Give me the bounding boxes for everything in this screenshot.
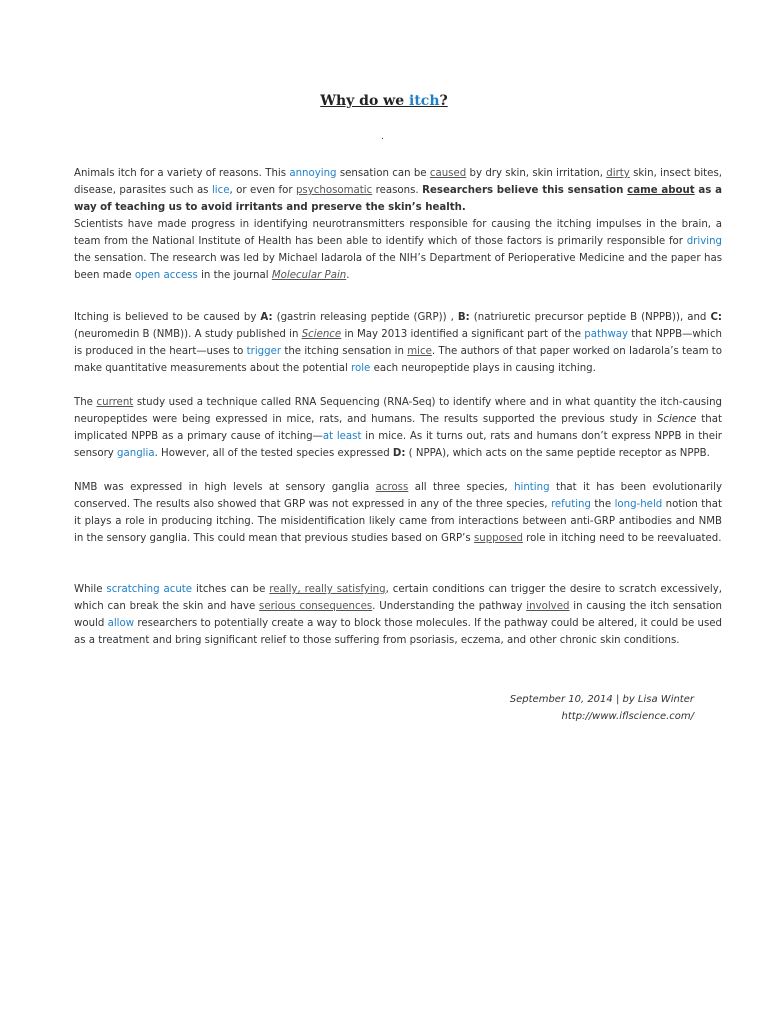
link-mice[interactable]: mice [407, 346, 432, 357]
link-role[interactable]: role [351, 363, 371, 374]
paragraph-intro: Animals itch for a variety of reasons. This annoying sensation can be caused by dry skin, skin irritation, dirty skin, insect bites, disease, parasites such as lice, or even for psychosomatic reasons. Researchers believe this sensation came about as a way of teaching us to avoid irritants and preserve the skin’s health. [74, 168, 722, 213]
link-long-held[interactable]: long-held [614, 499, 663, 510]
link-caused[interactable]: caused [429, 168, 467, 179]
link-acute[interactable]: acute [163, 584, 193, 595]
page-title [0, 93, 768, 109]
link-involved[interactable]: involved [526, 601, 570, 612]
link-molecular-pain[interactable]: Molecular Pain [271, 270, 347, 281]
link-psychosomatic[interactable]: psychosomatic [295, 185, 373, 196]
link-hinting[interactable]: hinting [514, 482, 550, 493]
link-really-satisfying[interactable]: really, really satisfying [269, 584, 386, 595]
link-serious-consequences[interactable]: serious consequences [259, 601, 373, 612]
source-url[interactable]: http://www.iflscience.com/ [561, 711, 694, 722]
paragraph-conclusion: While scratching acute itches can be really, really satisfying, certain conditions can trigger the desire to scratch excessively, which can break the skin and have serious consequences. Understanding the pathway involved in causing the itch sensation would allow researchers to potentially create a way to block those molecules. If the pathway could be altered, it could be used as a treatment and bring significant relief to those suffering from psoriasis, eczema, and other chronic skin conditions. [74, 584, 722, 646]
link-supposed[interactable]: supposed [473, 533, 523, 544]
link-came-about[interactable]: came about [627, 185, 695, 196]
paragraph-causes: Itching is believed to be caused by A: (gastrin releasing peptide (GRP)) , B: (natriuretic precursor peptide B (NPPB)), and C: (neuromedin B (NMB)). A study published in Science in May 2013 identified a significant part of the pathway that NPPB—which is produced in the heart—uses to trigger the itching sensation in mice. The authors of that paper worked on Iadarola’s team to make quantitative measurements about the potential role each neuropeptide plays in causing itching. [74, 312, 723, 374]
link-scratching[interactable]: scratching [106, 584, 160, 595]
paragraph-research: Scientists have made progress in identifying neurotransmitters responsible for causing the itching impulses in the brain, a team from the National Institute of Health has been able to identify which of those factors is primarily responsible for driving the sensation. The research was led by Michael Iadarola of the NIH’s Department of Perioperative Medicine and the paper has been made open access in the journal Molecular Pain. [74, 219, 722, 281]
link-current[interactable]: current [96, 397, 134, 408]
link-lice[interactable]: lice [211, 185, 230, 196]
paragraph-nmb: NMB was expressed in high levels at sensory ganglia across all three species, hinting that it has been evolutionarily conserved. The results also showed that GRP was not expressed in any of the three species, refuting the long-held notion that it plays a role in producing itching. The misidentification likely came from interactions between anti-GRP antibodies and NMB in the sensory ganglia. This could mean that previous studies based on GRP’s supposed role in itching need to be reevaluated. [74, 482, 722, 544]
byline: September 10, 2014 | by Lisa Winter [509, 694, 694, 705]
title-text: Why do we itch? [320, 93, 448, 109]
link-allow[interactable]: allow [107, 618, 135, 629]
link-dirty[interactable]: dirty [606, 168, 630, 179]
link-open-access[interactable]: open access [134, 270, 198, 281]
paragraph-study: The current study used a technique called RNA Sequencing (RNA-Seq) to identify where and in what quantity the itch-causing neuropeptides were being expressed in mice, rats, and humans. The results supported the previous study in Science that implicated NPPB as a primary cause of itching—at least in mice. As it turns out, rats and humans don’t express NPPB in their sensory ganglia. However, all of the tested species expressed D: ( NPPA), which acts on the same peptide receptor as NPPB. [74, 397, 722, 459]
link-driving[interactable]: driving [686, 236, 722, 247]
link-science[interactable]: Science [301, 329, 342, 340]
link-pathway[interactable]: pathway [584, 329, 629, 340]
link-across[interactable]: across [375, 482, 409, 493]
itch-link[interactable]: itch [409, 93, 440, 109]
link-ganglia[interactable]: ganglia [117, 448, 155, 459]
link-trigger[interactable]: trigger [246, 346, 282, 357]
link-refuting[interactable]: refuting [550, 499, 591, 510]
separator-dot: . [381, 132, 384, 142]
link-annoying[interactable]: annoying [289, 168, 337, 179]
link-at-least[interactable]: at least [322, 431, 362, 442]
